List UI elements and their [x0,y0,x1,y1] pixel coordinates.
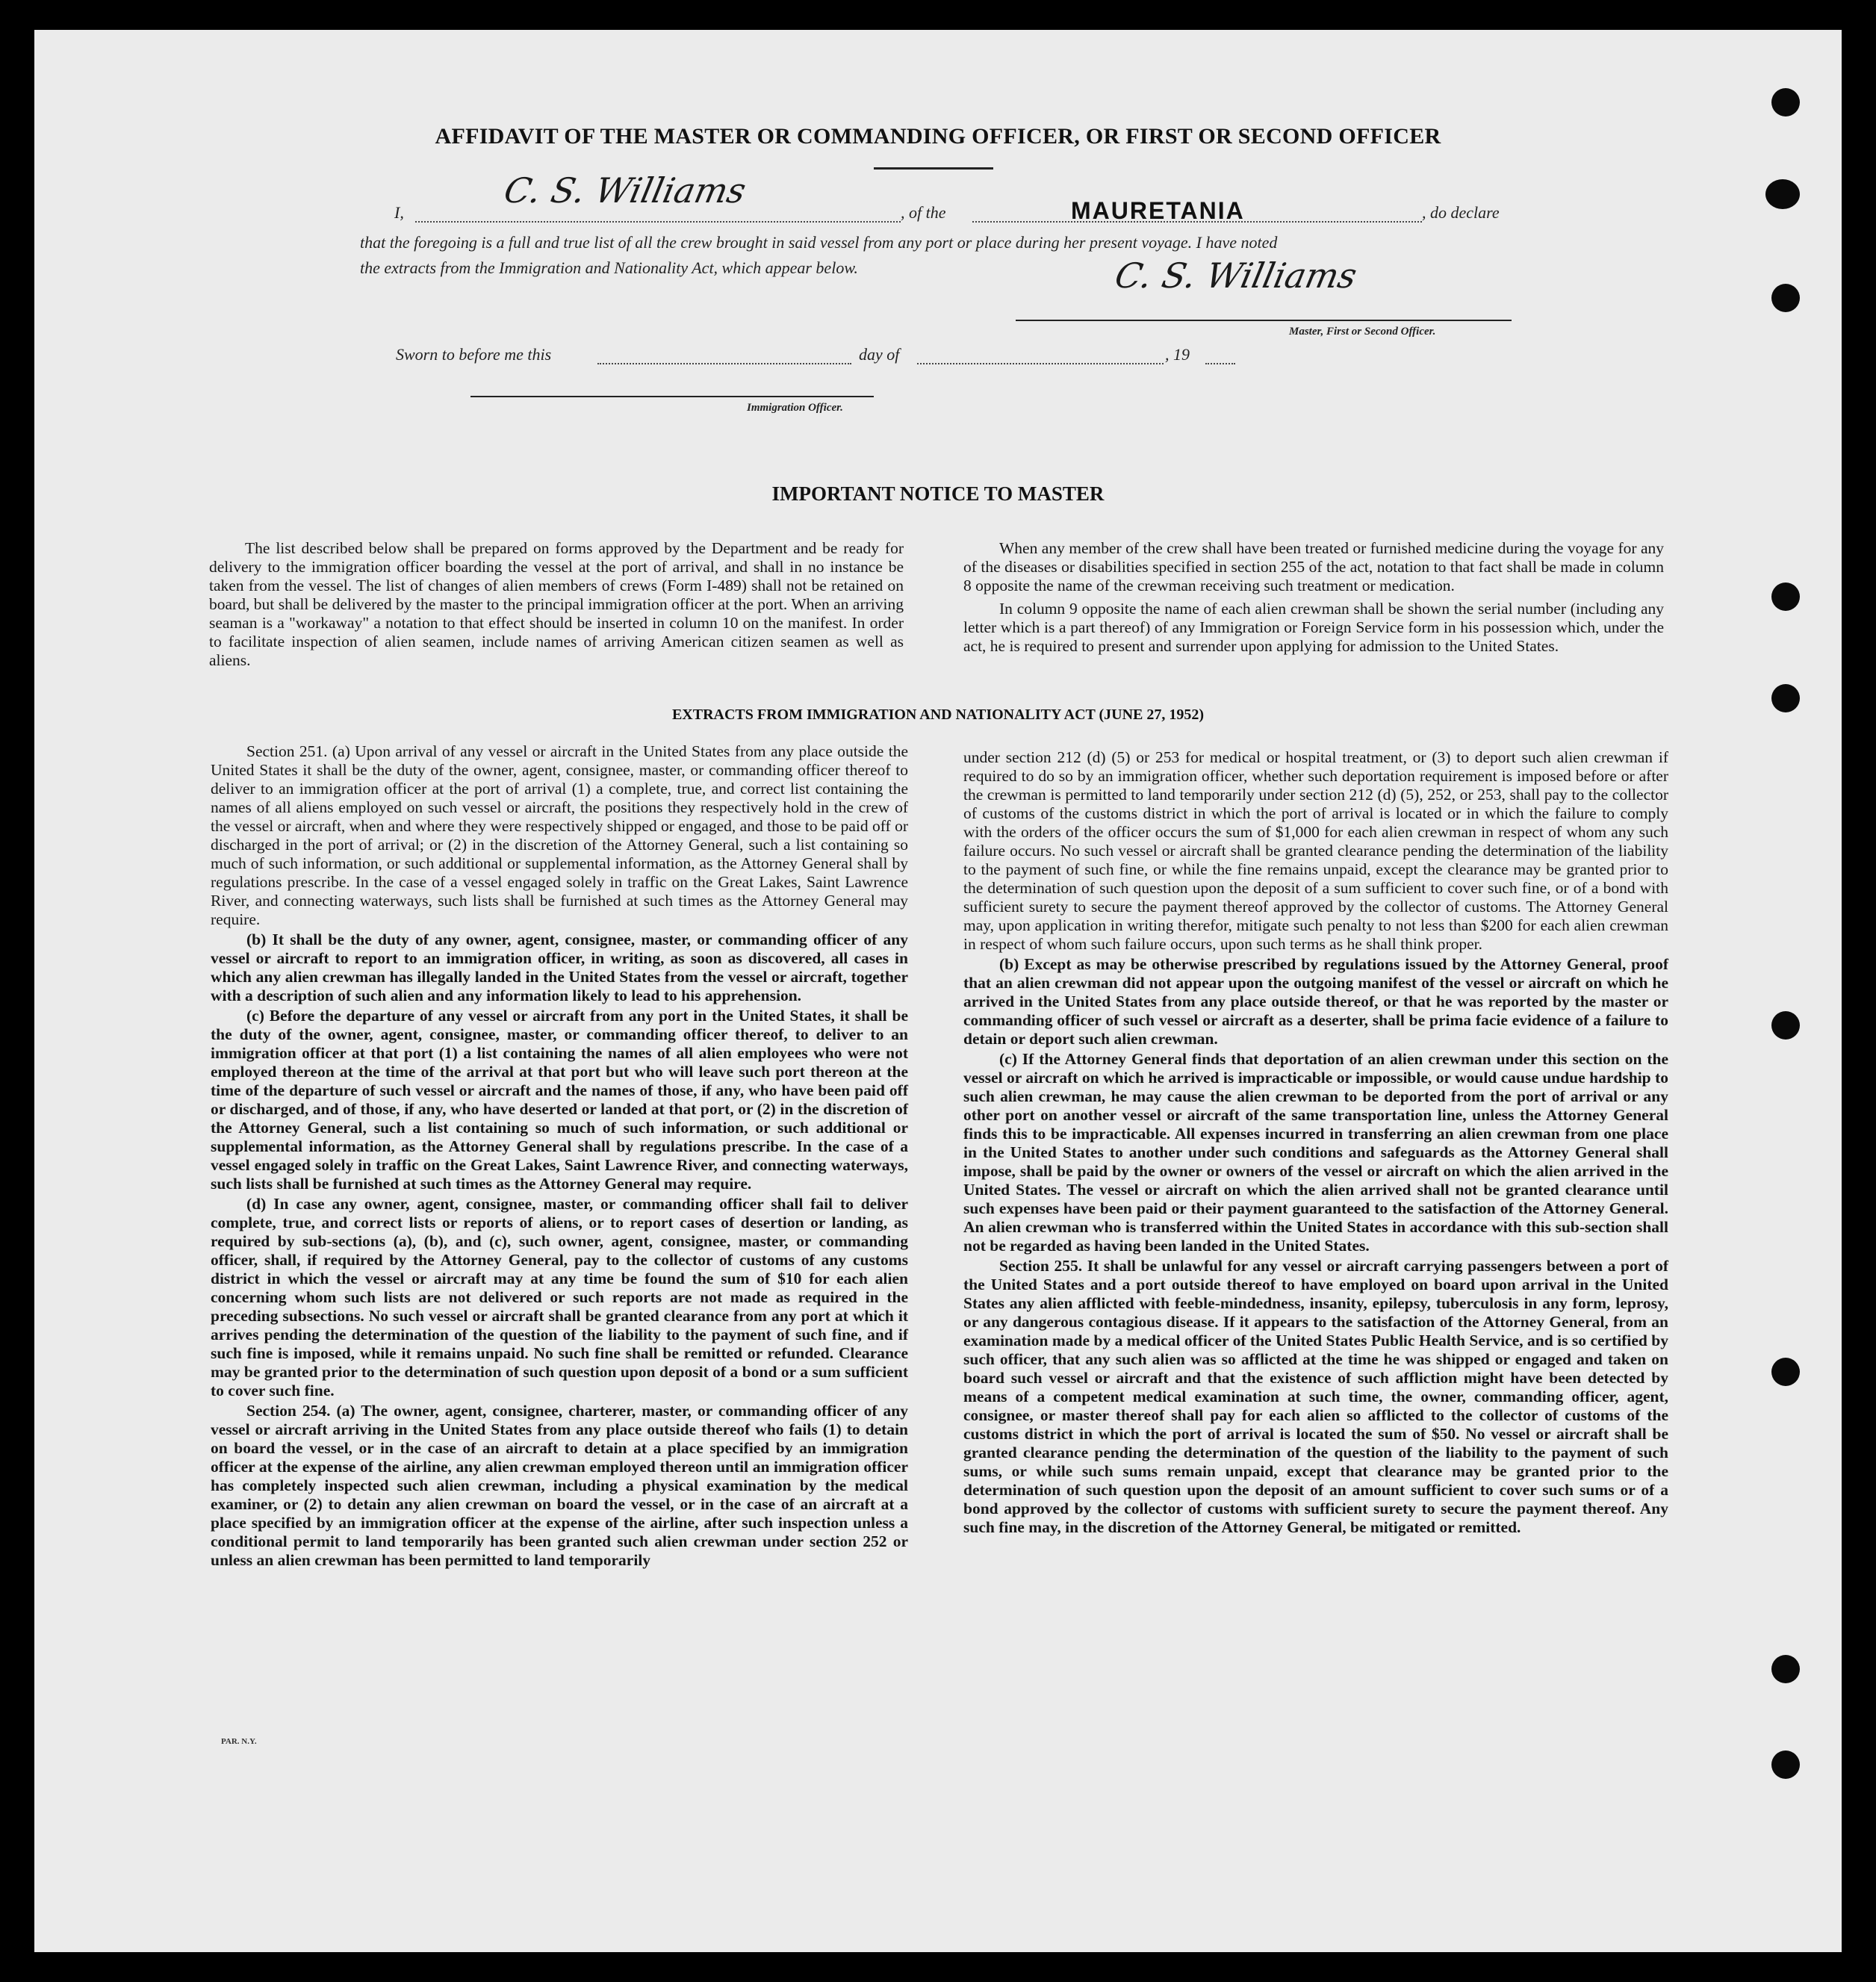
printer-mark: PAR. N.Y. [221,1737,257,1746]
day-of-label: day of [859,345,900,364]
section-251-d: (d) In case any owner, agent, consignee, master, or commanding officer shall fail to deliver complete, true, and correct lists or reports of aliens, or to report cases of desertion or landing, as required by sub-sections (a), (b), and (c), such owner, agent, consignee, master, or commanding officer, shall, if required by the Attorney General, pay to the collector of customs of any customs district in which the vessel or aircraft may at any time be found the sum of $10 for each alien concerning whom such lists are not delivered or such reports are not made as required in the preceding subsections. No such vessel or aircraft shall be granted clearance from any port at which it arrives pending the determination of the question of the liability to the payment of such fine, and if such fine is imposed, while it remains unpaid. No such fine shall be remitted or refunded. Clearance may be granted prior to the determination of such question upon deposit of a bond or a sum sufficient to cover such fine. [211,1195,908,1399]
section-251-a: Section 251. (a) Upon arrival of any vessel or aircraft in the United States from any place outside the United States it shall be the duty of the owner, agent, consignee, master, or commanding officer thereof to deliver to an immigration officer at the port of arrival (1) a complete, true, and correct list containing the names of all aliens employed on such vessel or aircraft, the positions they respectively hold in the crew of the vessel or aircraft, when and where they were respectively shipped or engaged, and those to be paid off or discharged in the port of arrival; or (2) in the discretion of the Attorney General, such a list containing so much of such information, or such additional or supplemental information, as the Attorney General shall by regulations prescribe. In the case of a vessel engaged solely in traffic on the Great Lakes, Saint Lawrence River, and connecting waterways, such lists shall be furnished at such times as the Attorney General may require. [211,742,908,928]
section-255: Section 255. It shall be unlawful for any vessel or aircraft carrying passengers between a port of the United States and a port outside thereof to have employed on board upon arrival in the United States any alien afflicted with feeble-mindedness, insanity, epilepsy, tuberculosis in any form, leprosy, or any dangerous contagious disease. If it appears to the satisfaction of the Attorney General, from an examination made by a medical officer of the United States Public Health Service, and is so certified by such officer, that any such alien was so afflicted at the time he was shipped or engaged and taken on board such vessel or aircraft and that the existence of such affliction might have been detected by means of a competent medical examination at such time, the owner, commanding officer, agent, consignee, or master thereof shall pay for each alien so afflicted to the collector of customs of the customs district in which the port of arrival is located the sum of $50. No vessel or aircraft shall be granted clearance pending the determination of the question of the liability to the payment of such sums, or while such sums remain unpaid, except that clearance may be granted prior to the determination of such question upon the deposit of an amount sufficient to cover such sums or of a bond approved by the collector of customs with sufficient surety to secure the payment thereof. Any such fine may, in the discretion of the Attorney General, be mitigated or remitted. [963,1257,1668,1536]
punch-hole [1771,1358,1800,1386]
affidavit-title: AFFIDAVIT OF THE MASTER OR COMMANDING OFFICER, OR FIRST OR SECOND OFFICER [435,124,1441,149]
punch-hole [1771,284,1800,312]
immigration-officer-line [470,396,874,397]
of-the-label: , of the [901,203,946,222]
punch-hole [1771,1011,1800,1040]
section-251-c: (c) Before the departure of any vessel or aircraft from any port in the United States, it shall be the duty of the owner, agent, consignee, master, or commanding officer thereof, to deliver to an immigration officer at that port (1) a list containing the names of all alien employees who were not employed thereon at the time of the arrival at that port but who will leave such port thereon at the time of the departure of such vessel or aircraft and the names of those, if any, who have been paid off or discharged, and of those, if any, who have deserted or landed at that port, or (2) in the discretion of the Attorney General, such a list containing so much of such information, or such additional or supplemental information, as the Attorney General shall by regulations prescribe. In the case of a vessel engaged solely in traffic on the Great Lakes, Saint Lawrence River, and connecting waterways, such lists shall be furnished at such times as the Attorney General may require. [211,1007,908,1193]
section-254-a-continued: under section 212 (d) (5) or 253 for medical or hospital treatment, or (3) to deport such alien crewman if required to do so by an immigration officer, whether such deportation requirement is imposed before or after the crewman is permitted to land temporarily under section 212 (d) (5), 252, or 253, shall pay to the collector of customs of the customs district in which the port of arrival is located or in which the failure to comply with the orders of the officer occurs the sum of $1,000 for each alien crewman in respect of whom any such failure occurs. No such vessel or aircraft shall be granted clearance pending the determination of the liability to the payment of such fine, or while the fine remains unpaid, except the clearance may be granted prior to the determination of such question upon the deposit of a sum sufficient to cover such fine, or of a bond with sufficient surety to secure the payment thereof approved by the collector of customs. The Attorney General may, upon application in writing therefor, mitigate such penalty to not less than $200 for each alien crewman in respect of whom such failure occurs, upon such terms as he shall think proper. [963,748,1668,953]
extracts-left-column [211,742,908,1571]
punch-hole [1771,1750,1800,1779]
sworn-month-line [917,363,1164,364]
section-254-b: (b) Except as may be otherwise prescribed by regulations issued by the Attorney General, proof that an alien crewman did not appear upon the outgoing manifest of the vessel or aircraft on which he arrived in the United States from any place outside thereof, or that he was reported by the master or commanding officer of such vessel or aircraft as a deserter, shall be prima facie evidence of a failure to detain or deport such alien crewman. [963,955,1668,1048]
notice-left-paragraph: The list described below shall be prepared on forms approved by the Department and be ready for delivery to the immigration officer boarding the vessel at the port of arrival, and shall in no instance be taken from the vessel. The list of changes of alien members of crews (Form I-489) shall not be retained on board, but shall be delivered by the master to the principal immigration officer at the port. When an arriving seaman is a "workaway" a notation to that effect should be inserted in column 10 on the manifest. In order to facilitate inspection of alien seamen, include names of arriving American citizen seamen as well as aliens. [209,539,904,669]
declaration-line-1: that the foregoing is a full and true list of all the crew brought in said vessel from any port or place during her present voyage. I have noted [360,233,1278,252]
sworn-year-line [1205,363,1235,364]
section-254-a: Section 254. (a) The owner, agent, consignee, charterer, master, or commanding officer of any vessel or aircraft arriving in the United States from any place outside thereof who fails (1) to detain on board the vessel, or in the case of an aircraft to detain at a place specified by an immigration officer at the expense of the airline, any alien crewman employed thereon until an immigration officer has completely inspected such alien crewman, including a physical examination by the medical examiner, or (2) to detain any alien crewman on board the vessel, or in the case of an aircraft at a place specified by an immigration officer at the expense of the airline, after such inspection unless a conditional permit to land temporarily has been granted such alien crewman under section 252 or unless an alien crewman has been permitted to land temporarily [211,1402,908,1569]
extracts-right-column [963,748,1668,1538]
punch-hole [1765,179,1800,209]
notice-right-paragraph-2: In column 9 opposite the name of each alien crewman shall be shown the serial number (including any letter which is a part thereof) of any Immigration or Foreign Service form in his possession which, under the act, he is required to present and surrender upon applying for admission to the United States. [963,600,1664,655]
officer-name-handwritten: C. S. Williams [500,170,750,211]
immigration-officer-caption: Immigration Officer. [747,402,843,414]
title-underline [874,167,993,170]
sworn-day-line [597,363,851,364]
officer-signature: C. S. Williams [1111,255,1361,296]
declaration-line-2: the extracts from the Immigration and Nationality Act, which appear below. [360,258,858,277]
section-254-c: (c) If the Attorney General finds that deportation of an alien crewman under this section on the vessel or aircraft on which he arrived is impracticable or impossible, or would cause undue hardship to such alien crewman, he may cause the alien crewman to be deported from the port of arrival or any other port on another vessel or aircraft of the same transportation line, unless the Attorney General finds this to be impracticable. All expenses incurred in transferring an alien crewman from one place in the United States to another under such conditions and safeguards as the Attorney General shall impose, shall be paid by the owner or owners of the vessel or aircraft on which the alien arrived in the United States. The vessel or aircraft on which the alien arrived shall not be granted clearance until such expenses have been paid or their payment guaranteed to the satisfaction of the Attorney General. An alien crewman who is transferred within the United States in accordance with this sub-section shall not be regarded as having been landed in the United States. [963,1050,1668,1255]
notice-right-paragraph-1: When any member of the crew shall have been treated or furnished medicine during the voyage for any of the diseases or disabilities specified in section 255 of the act, notation to that fact shall be made in column 8 opposite the name of the crewman receiving such treatment or medication. [963,539,1664,594]
signature-caption: Master, First or Second Officer. [1289,326,1436,338]
notice-title: IMPORTANT NOTICE TO MASTER [771,482,1105,505]
vessel-name: MAURETANIA [1071,197,1245,224]
extracts-title: EXTRACTS FROM IMMIGRATION AND NATIONALITY ACT (JUNE 27, 1952) [671,706,1205,723]
section-251-b: (b) It shall be the duty of any owner, agent, consignee, master, or commanding officer of any vessel or aircraft to report to an immigration officer, in writing, as soon as discovered, all cases in which any alien crewman has illegally landed in the United States from the vessel or aircraft, together with a description of such alien and any information likely to lead to his apprehension. [211,931,908,1004]
notice-right-column [963,539,1664,657]
sworn-label: Sworn to before me this [396,345,552,364]
notice-left-column [209,539,904,671]
do-declare-label: , do declare [1422,203,1500,222]
punch-hole [1771,1655,1800,1683]
i-label: I, [394,203,404,222]
punch-hole [1771,583,1800,611]
year-label: , 19 [1165,345,1190,364]
officer-name-line [415,221,901,223]
punch-hole [1771,88,1800,117]
signature-line [1016,320,1512,321]
